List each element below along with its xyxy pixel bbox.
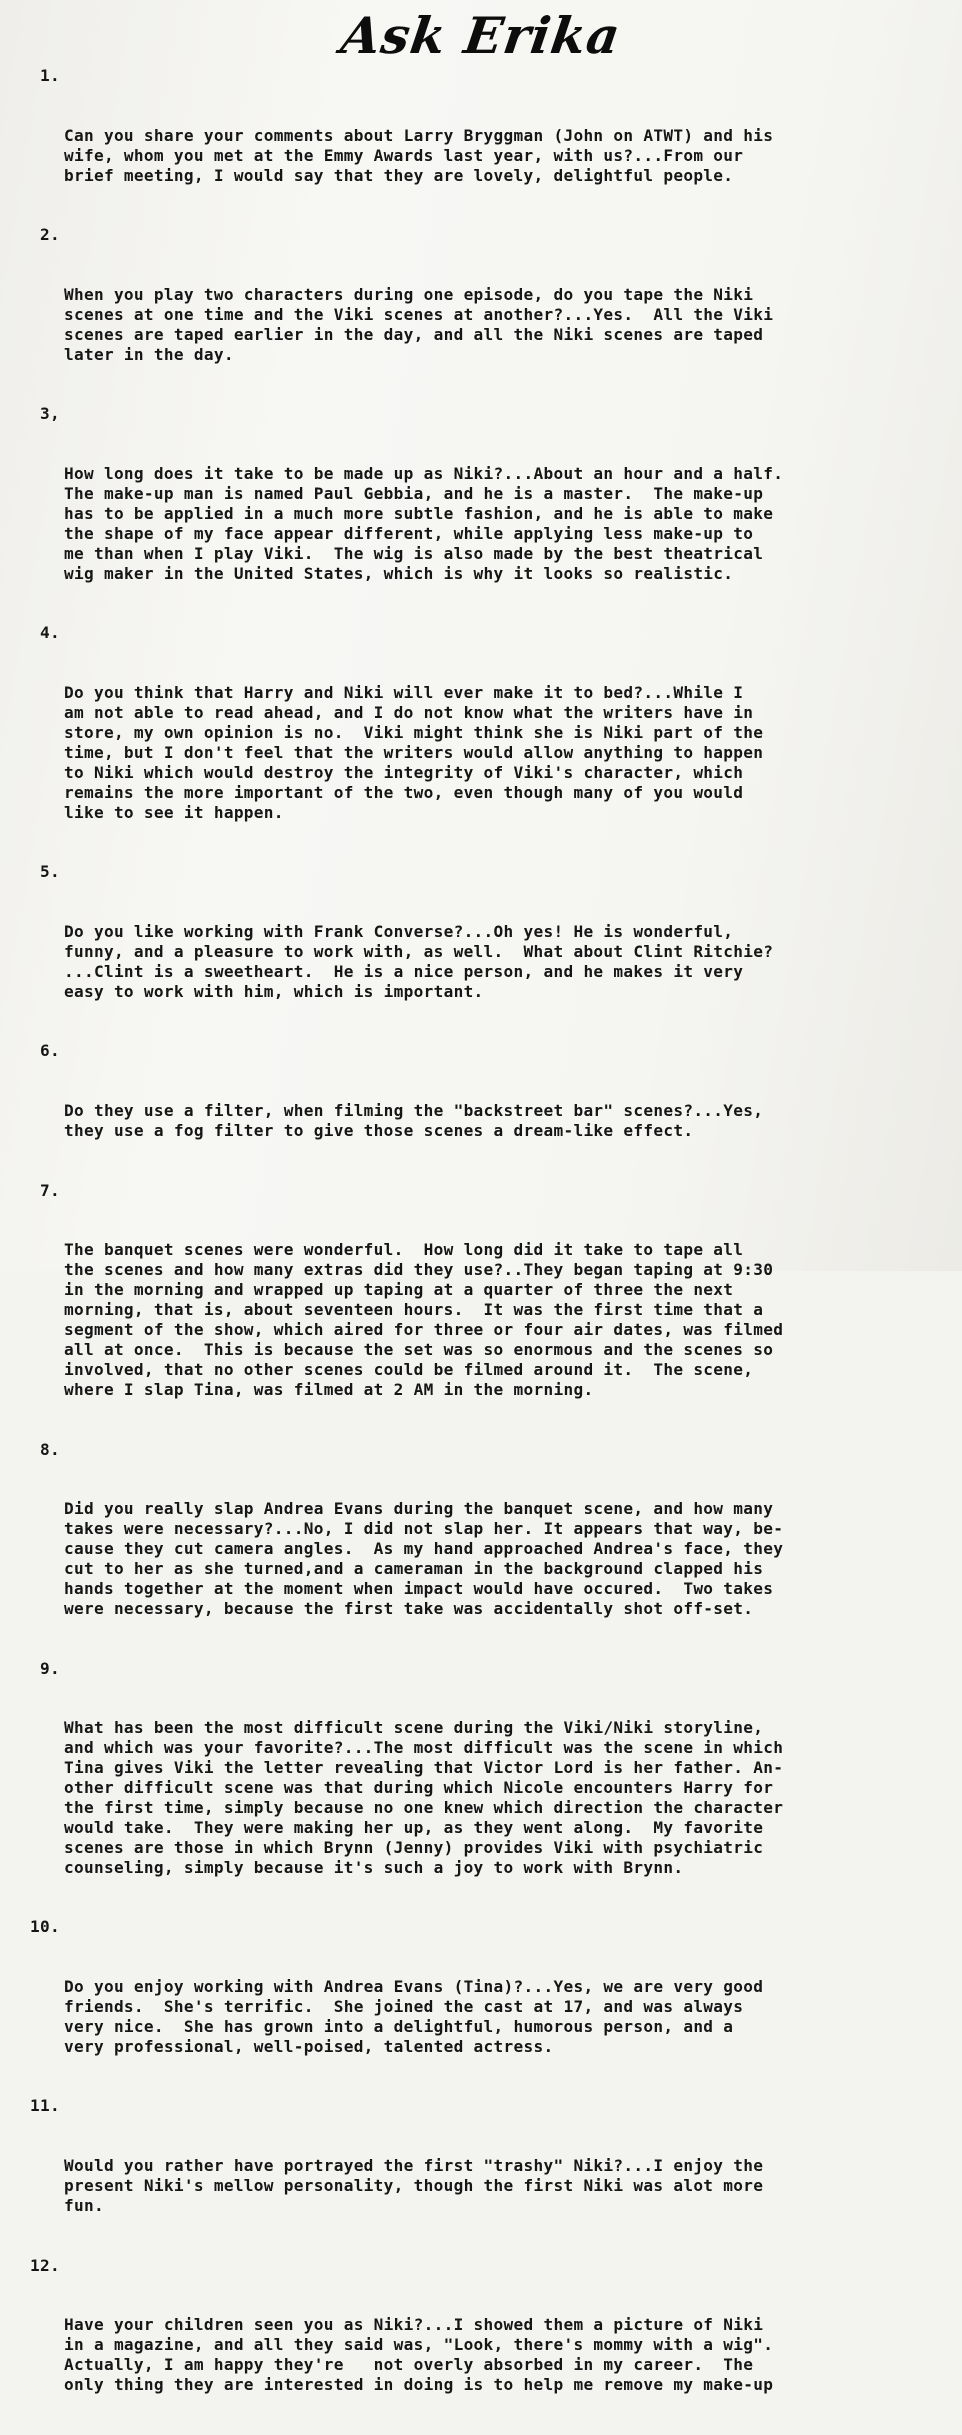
item-number: 6. — [40, 1041, 60, 1061]
item-number: 1. — [40, 66, 60, 85]
item-text: When you play two characters during one episode, do you tape the Niki scenes at one time and the Viki scenes at another?...Yes. All the Viki scenes are taped earlier in the day, and all the Niki scenes are taped later in the day. — [64, 284, 774, 364]
item-text: Have your children seen you as Niki?...I showed them a picture of Niki in a magazine, and all they said was, "Look, there's mommy with a wig". Actually, I am happy they're not overly absorbed in my career. The only thing they are interested in doing is to help me remove my make-up — [64, 2315, 774, 2395]
item-text: What has been the most difficult scene during the Viki/Niki storyline, and which was your favorite?...The most difficult was the scene in which Tina gives Viki the letter revealing that Victor Lord is her father. An- other difficult scene was that during which Nicole encounters Harry for the first time, simply because no one knew which direction the character would take. They were making her up, as they went along. My favorite scenes are those in which Brynn (Jenny) provides Viki with psychiatric counseling, simply because it's such a joy to work with Brynn. — [64, 1718, 784, 1877]
page-title: Ask Erika — [337, 6, 625, 65]
item-number: 4. — [40, 623, 60, 643]
qa-list — [20, 66, 945, 2435]
item-number: 3, — [40, 404, 60, 424]
item-text: The banquet scenes were wonderful. How long did it take to tape all the scenes and how many extras did they use?..They began taping at 9:30 in the morning and wrapped up taping at a quarter of three the next morning, that is, about seventeen hours. It was the first time that a segment of the show, which aired for three or four air dates, was filmed all at once. This is because the set was so enormous and the scenes so involved, that no other scenes could be filmed around it. The scene, where I slap Tina, was filmed at 2 AM in the morning. — [64, 1240, 784, 1399]
item-text: Do you think that Harry and Niki will ever make it to bed?...While I am not able to read ahead, and I do not know what the writers have in store, my own opinion is no. Viki might think she is Niki part of the time, but I don't feel that the writers would allow anything to happen to Niki which would destroy the integrity of Viki's character, which remains the more important of the two, even though many of you would like to see it happen. — [64, 683, 764, 822]
item-number: 7. — [40, 1180, 60, 1200]
qa-item — [20, 2256, 945, 2435]
item-number: 9. — [40, 1658, 60, 1678]
qa-item — [20, 2096, 945, 2255]
item-text: How long does it take to be made up as Niki?...About an hour and a half. The make-up man is named Paul Gebbia, and he is a master. The make-up has to be applied in a much more subtle fashion, and he is able to make the shape of my face appear different, while applying less make-up to me than when I play Viki. The wig is also made by the best theatrical wig maker in the United States, which is why it looks so realistic. — [64, 464, 784, 583]
item-text: Do you like working with Frank Converse?...Oh yes! He is wonderful, funny, and a pleasure to work with, as well. What about Clint Ritchie? ...Clint is a sweetheart. He is a nice person, and he makes it very easy to work with him, which is important. — [64, 921, 774, 1001]
item-text: Can you share your comments about Larry Bryggman (John on ATWT) and his wife, whom you met at the Emmy Awards last year, with us?...From our brief meeting, I would say that they are lovely, delightful people. — [64, 125, 774, 185]
item-number: 5. — [40, 862, 60, 882]
item-number: 2. — [40, 225, 60, 245]
item-text: Do they use a filter, when filming the "backstreet bar" scenes?...Yes, they use a fog filter to give those scenes a dream-like effect. — [64, 1101, 764, 1141]
qa-item — [20, 623, 945, 862]
qa-item — [20, 1181, 945, 1440]
item-text: Do you enjoy working with Andrea Evans (Tina)?...Yes, we are very good friends. She's terrific. She joined the cast at 17, and was always very nice. She has grown into a delightful, humorous person, and a very professional, well-poised, talented actress. — [64, 1977, 764, 2056]
qa-item — [20, 862, 945, 1041]
item-number: 10. — [30, 1917, 60, 1937]
item-number: 12. — [30, 2255, 60, 2275]
qa-item — [20, 66, 945, 225]
qa-item — [20, 1041, 945, 1180]
qa-item — [20, 1440, 945, 1659]
qa-item — [20, 1659, 945, 1918]
qa-item — [20, 1917, 945, 2096]
qa-item — [20, 404, 945, 623]
item-number: 11. — [30, 2096, 60, 2116]
item-number: 8. — [40, 1439, 60, 1459]
qa-item — [20, 225, 945, 404]
item-text: Did you really slap Andrea Evans during the banquet scene, and how many takes were necessary?...No, I did not slap her. It appears that way, be- cause they cut camera angles. As my hand approached Andrea's face, they cut to her as she turned,and a cameraman in the background clapped his hands together at the moment when impact would have occured. Two takes were necessary, because the first take was accidentally shot off-set. — [64, 1499, 784, 1618]
item-text: Would you rather have portrayed the first "trashy" Niki?...I enjoy the present Niki's mellow personality, though the first Niki was alot more fun. — [64, 2156, 764, 2215]
